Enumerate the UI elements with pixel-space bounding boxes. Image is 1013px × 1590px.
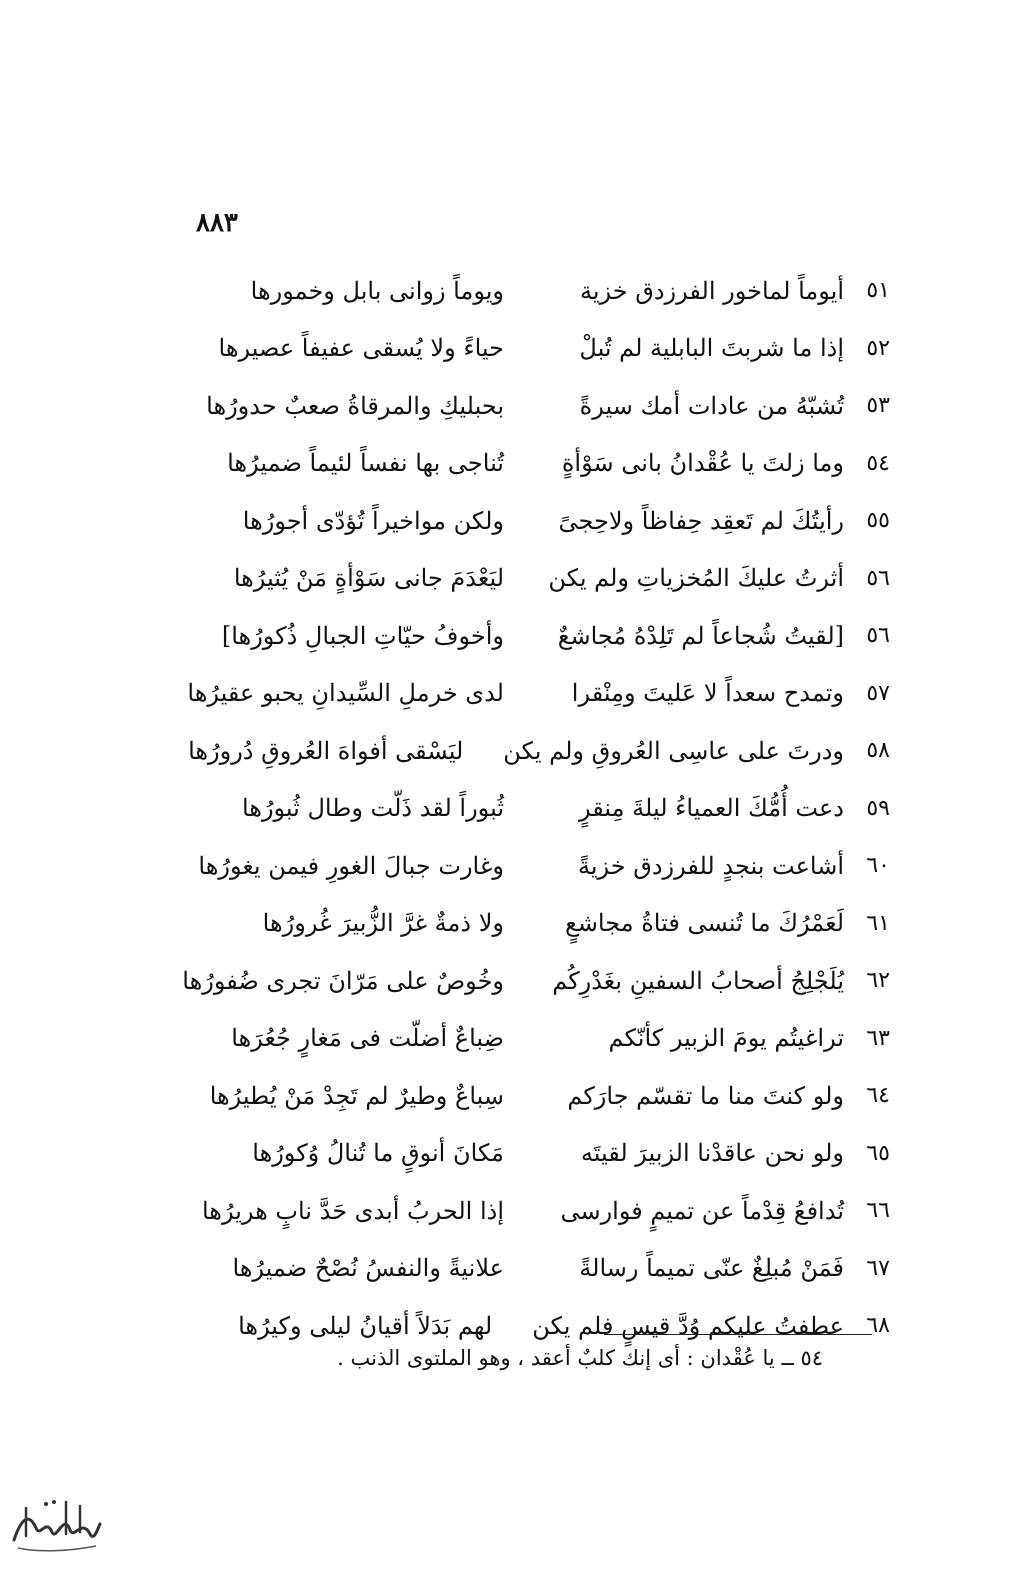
- second-hemistich: ولكن مواخيراً تُؤدّى أجورُها: [242, 506, 504, 535]
- first-hemistich: ودرتَ على عاسِى العُروقِ ولم يكن: [503, 736, 844, 765]
- second-hemistich: ولا ذمةٌ غرَّ الزُّبيرَ غُرورُها: [262, 909, 504, 938]
- second-hemistich: وغارت جبالَ الغورِ فيمن يغورُها: [198, 851, 504, 880]
- second-hemistich: ثُبوراً لقد ذَلّت وطال ثُبورُها: [241, 794, 504, 823]
- second-hemistich: ليَعْدَمَ جانى سَوْأةٍ مَنْ يُثيرُها: [233, 564, 504, 593]
- first-hemistich: فَمَنْ مُبلِغٌ عنّى تميماً رسالةً: [579, 1254, 844, 1283]
- verse-line: [200, 262, 890, 320]
- verse-line: [200, 435, 890, 493]
- footnote-divider: [604, 1334, 872, 1335]
- verse-line: [188, 722, 890, 780]
- verse-line: [200, 1240, 890, 1298]
- verse-line: [200, 780, 890, 838]
- verse-number: ٥٢: [866, 335, 890, 361]
- library-seal-icon: [6, 1488, 106, 1560]
- verse-line: [200, 320, 890, 378]
- second-hemistich: لهم بَدَلاً أقيانُ ليلى وكيرُها: [238, 1311, 493, 1340]
- verse-line: [182, 952, 890, 1010]
- verse-number: ٦٢: [866, 968, 890, 994]
- second-hemistich: لدى خرملِ السِّيدانِ يحبو عقيرُها: [187, 679, 504, 708]
- verse-line: [200, 1125, 890, 1183]
- verse-number: ٥٣: [866, 393, 890, 419]
- first-hemistich: يُلَجْلِجُ أصحابُ السفينِ بغَدْرِكُم: [552, 966, 844, 995]
- first-hemistich: رأيتُكَ لم تَعقِد حِفاظاً ولاحِجىً: [558, 506, 844, 535]
- verse-number: ٥٨: [866, 738, 890, 764]
- second-hemistich: ليَسْقى أفواهَ العُروقِ دُرورُها: [188, 736, 464, 765]
- verse-number: ٦٠: [866, 853, 890, 879]
- first-hemistich: وتمدح سعداً لا عَليتَ ومِنْقرا: [571, 679, 844, 708]
- first-hemistich: عطفتُ عليكم وُدَّ قيسٍ فلم يكن: [532, 1311, 844, 1340]
- second-hemistich: سِباعٌ وطيرٌ لم تَجِدْ مَنْ يُطيرُها: [209, 1081, 504, 1110]
- verse-number: ٥٩: [866, 795, 890, 821]
- verse-line: [200, 1067, 890, 1125]
- verse-line: [200, 895, 890, 953]
- first-hemistich: لَعَمْرُكَ ما تُنسى فتاةُ مجاشعٍ: [565, 909, 844, 938]
- verse-line: [200, 550, 890, 608]
- first-hemistich: [لقيتُ شُجاعاً لم تَلِدْهُ مُجاشعٌ: [557, 621, 844, 650]
- first-hemistich: دعت أُمُّكَ العمياءُ ليلةَ مِنقرٍ: [579, 794, 844, 823]
- first-hemistich: تُشبّهُ من عادات أمك سيرةً: [579, 391, 844, 420]
- verse-number: ٦٨: [866, 1313, 890, 1339]
- verse-number: ٥٤: [866, 450, 890, 476]
- second-hemistich: وخُوصٌ على مَرّانَ تجرى ضُفورُها: [182, 966, 504, 995]
- second-hemistich: ويوماً زوانى بابل وخمورها: [250, 276, 504, 305]
- verse-number: ٥٥: [866, 508, 890, 534]
- second-hemistich: ضِباعٌ أضلّت فى مَغارٍ جُعُرَها: [231, 1024, 504, 1053]
- second-hemistich: وأخوفُ حيّاتِ الجبالِ ذُكورُها]: [221, 621, 504, 650]
- verse-line: [200, 377, 890, 435]
- second-hemistich: بحبليكِ والمرقاةُ صعبٌ حدورُها: [206, 391, 504, 420]
- poem-body: [182, 262, 890, 1355]
- verse-number: ٦٣: [866, 1025, 890, 1051]
- page-number: ٨٨٣: [196, 208, 238, 238]
- first-hemistich: ولو نحن عاقدْنا الزبيرَ لقيتَه: [580, 1139, 844, 1168]
- first-hemistich: تراغيتُم يومَ الزبير كأنّكم: [608, 1024, 844, 1053]
- first-hemistich: وما زلتَ يا عُقْدانُ بانى سَوْأةٍ: [561, 449, 844, 478]
- first-hemistich: أيوماً لماخور الفرزدق خزية: [579, 276, 844, 305]
- verse-number: ٥٦: [866, 623, 890, 649]
- second-hemistich: إذا الحربُ أبدى حَدَّ نابٍ هريرُها: [201, 1196, 504, 1225]
- verse-line: [187, 665, 890, 723]
- first-hemistich: ولو كنتَ منا ما تقسّم جارَكم: [567, 1081, 844, 1110]
- verse-number: ٦٥: [866, 1140, 890, 1166]
- verse-line: [200, 607, 890, 665]
- verse-number: ٥٧: [866, 680, 890, 706]
- verse-line: [200, 1182, 890, 1240]
- verse-number: ٦٤: [866, 1083, 890, 1109]
- first-hemistich: تُدافعُ قِدْماً عن تميمٍ فوارسى: [560, 1196, 844, 1225]
- verse-number: ٦١: [866, 910, 890, 936]
- second-hemistich: تُناجى بها نفساً لئيماً ضميرُها: [227, 449, 504, 478]
- second-hemistich: مَكانَ أنوقٍ ما تُنالُ وُكورُها: [252, 1139, 504, 1168]
- second-hemistich: حياءً ولا يُسقى عفيفاً عصيرها: [218, 334, 504, 363]
- verse-number: ٥٦: [866, 565, 890, 591]
- verse-line: [200, 837, 890, 895]
- second-hemistich: علانيةً والنفسُ نُصْحٌ ضميرُها: [232, 1254, 504, 1283]
- footnote: ٥٤ ــ يا عُقْدان : أى إنك كلبٌ أعقد ، وهو الملتوى الذنب .: [337, 1346, 823, 1370]
- verse-line: [200, 492, 890, 550]
- first-hemistich: أشاعت بنجدٍ للفرزدق خزيةً: [577, 851, 844, 880]
- verse-number: ٦٦: [866, 1198, 890, 1224]
- first-hemistich: إذا ما شربتَ البابلية لم تُبلْ: [579, 334, 844, 363]
- verse-number: ٥١: [866, 278, 890, 304]
- verse-line: [200, 1010, 890, 1068]
- verse-number: ٦٧: [866, 1255, 890, 1281]
- first-hemistich: أثرتُ عليكَ المُخزياتِ ولم يكن: [548, 564, 844, 593]
